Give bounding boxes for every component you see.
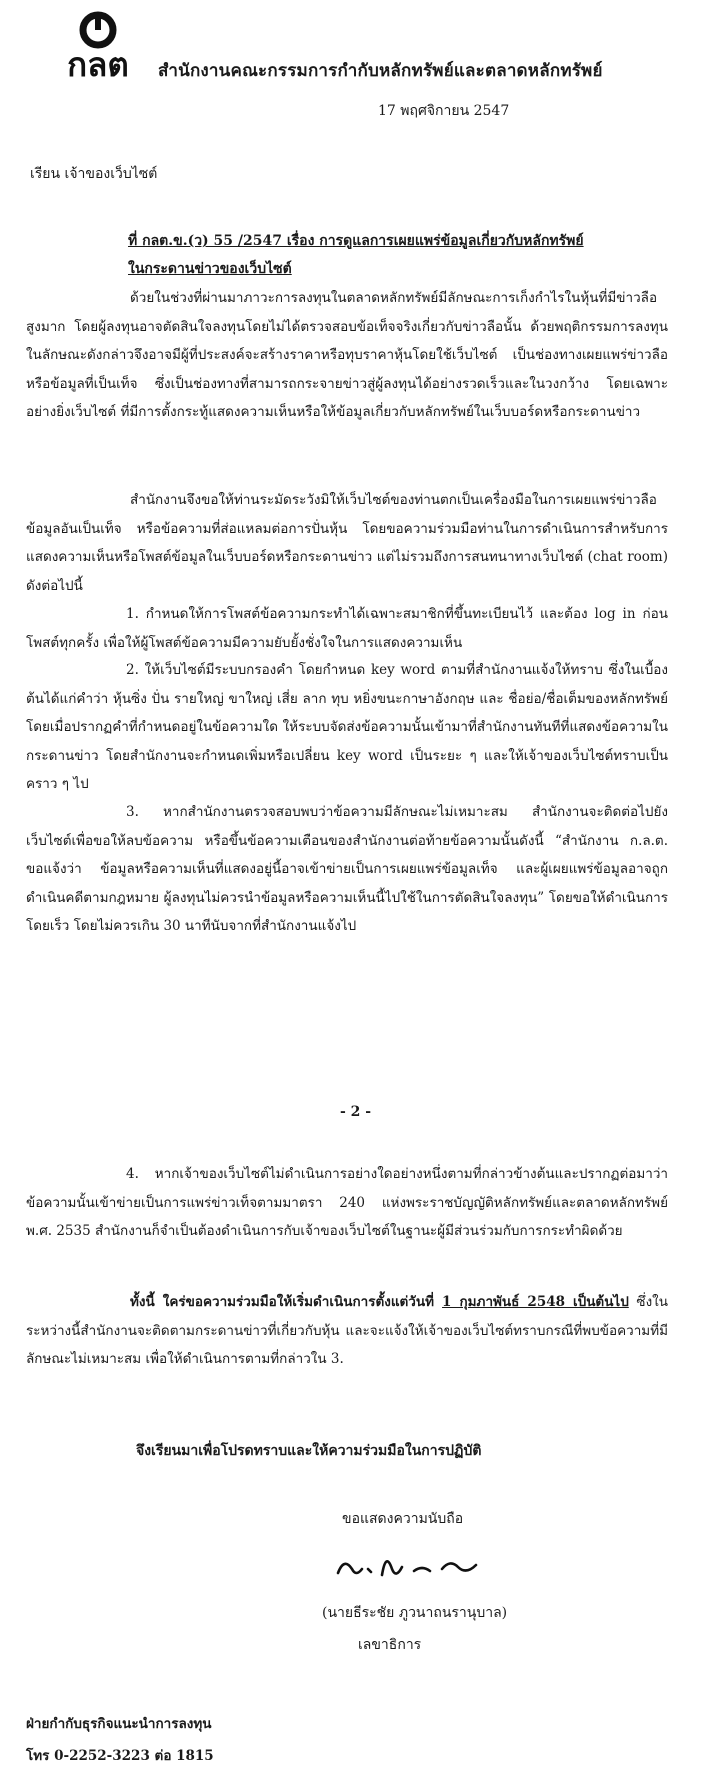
subject	[128, 227, 628, 283]
list-item-3-text: 3. หากสำนักงานตรวจสอบพบว่าข้อความมีลักษณะไม่เหมาะสม สำนักงานจะติดต่อไปยังเว็บไซต์เพื่อขอให้ลบข้อความ หรือขึ้นข้อความเตือนของสำนักงานต่อท้ายข้อความนั้นดังนี้ “สำนักงาน ก.ล.ต. ขอแจ้งว่า ข้อมูลหรือความเห็นที่แสดงอยู่นี้อาจเข้าข่ายเป็นการเผยแพร่ข้อมูลเท็จ และผู้เผยแพร่ข้อมูลอาจถูกดำเนินคดีตามกฎหมาย ผู้ลงทุนไม่ควรนำข้อมูลหรือความเห็นนี้ไปใช้ในการตัดสินใจลงทุน” โดยขอให้ดำเนินการโดยเร็ว โดยไม่ควรเกิน 30 นาทีนับจากที่สำนักงานแจ้งไป	[26, 804, 668, 934]
list-item-2	[26, 656, 668, 799]
list-item-3	[26, 798, 668, 941]
letter-date: 17 พฤศจิกายน 2547	[378, 103, 510, 119]
list-item-1	[26, 600, 668, 657]
regards-line: ขอแสดงความนับถือ	[342, 1511, 464, 1527]
signer-name: (นายธีระชัย ภูวนาถนรานุบาล)	[322, 1605, 508, 1621]
page-number: - 2 -	[340, 1104, 372, 1120]
logo-text: กลต	[67, 45, 129, 80]
department: ฝ่ายกำกับธุรกิจแนะนำการลงทุน	[26, 1716, 212, 1732]
effective-date: 1 กุมภาพันธ์ 2548 เป็นต้นไป	[442, 1294, 629, 1310]
signature	[330, 1535, 490, 1595]
closing-line: จึงเรียนมาเพื่อโปรดทราบและให้ความร่วมมือในการปฏิบัติ	[136, 1443, 482, 1459]
paragraph-request-text: สำนักงานจึงขอให้ท่านระมัดระวังมิให้เว็บไซต์ของท่านตกเป็นเครื่องมือในการเผยแพร่ข่าวลือ ข้อมูลอันเป็นเท็จ หรือข้อความที่ส่อแหลมต่อการปั่นหุ้น โดยขอความร่วมมือท่านในการดำเนินการสำหรับการแสดงความเห็นหรือโพสต์ข้อมูลในเว็บบอร์ดหรือกระดานข่าว แต่ไม่รวมถึงการสนทนาทางเว็บไซต์ (chat room) ดังต่อไปนี้	[26, 492, 668, 594]
subject-line-2: ในกระดานข่าวของเว็บไซต์	[128, 261, 292, 277]
paragraph-effective-rest: ซึ่งในระหว่างนี้สำนักงานจะติดตามกระดานข่าวที่เกี่ยวกับหุ้น และจะแจ้งให้เจ้าของเว็บไซต์ทราบกรณีที่พบข้อความที่มีลักษณะไม่เหมาะสม เพื่อให้ดำเนินการตามที่กล่าวใน 3.	[26, 1294, 668, 1367]
agency-name: สำนักงานคณะกรรมการกำกับหลักทรัพย์และตลาดหลักทรัพย์	[158, 61, 603, 81]
contact-phone: โทร 0-2252-3223 ต่อ 1815	[26, 1748, 214, 1764]
paragraph-request	[26, 486, 668, 600]
paragraph-intro	[26, 284, 668, 427]
paragraph-effective-lead: ทั้งนี้ ใคร่ขอความร่วมมือให้เริ่มดำเนินการตั้งแต่วันที่	[130, 1294, 443, 1310]
list-item-4-text: 4. หากเจ้าของเว็บไซต์ไม่ดำเนินการอย่างใดอย่างหนึ่งตามที่กล่าวข้างต้นและปรากฏต่อมาว่าข้อความนั้นเข้าข่ายเป็นการแพร่ข่าวเท็จตามมาตรา 240 แห่งพระราชบัญญัติหลักทรัพย์และตลาดหลักทรัพย์ พ.ศ. 2535 สำนักงานก็จำเป็นต้องดำเนินการกับเจ้าของเว็บไซต์ในฐานะผู้มีส่วนร่วมกับการกระทำผิดด้วย	[26, 1166, 668, 1239]
subject-line-1: ที่ กลต.ข.(ว) 55 /2547 เรื่อง การดูแลการเผยแพร่ข้อมูลเกี่ยวกับหลักทรัพย์	[128, 233, 584, 249]
paragraph-intro-text: ด้วยในช่วงที่ผ่านมาภาวะการลงทุนในตลาดหลักทรัพย์มีลักษณะการเก็งกำไรในหุ้นที่มีข่าวลือสูงมาก โดยผู้ลงทุนอาจตัดสินใจลงทุนโดยไม่ได้ตรวจสอบข้อเท็จจริงเกี่ยวกับข่าวลือนั้น ด้วยพฤติกรรมการลงทุนในลักษณะดังกล่าวจึงอาจมีผู้ที่ประสงค์จะสร้างราคาหรือทุบราคาหุ้นโดยใช้เว็บไซต์ เป็นช่องทางเผยแพร่ข่าวลือหรือข้อมูลที่เป็นเท็จ ซึ่งเป็นช่องทางที่สามารถกระจายข่าวสู่ผู้ลงทุนได้อย่างรวดเร็วและในวงกว้าง โดยเฉพาะอย่างยิ่งเว็บไซต์ ที่มีการตั้งกระทู้แสดงความเห็นหรือให้ข้อมูลเกี่ยวกับหลักทรัพย์ในเว็บบอร์ดหรือกระดานข่าว	[26, 290, 668, 420]
list-item-2-text: 2. ให้เว็บไซต์มีระบบกรองคำ โดยกำหนด key word ตามที่สำนักงานแจ้งให้ทราบ ซึ่งในเบื้องต้นได้แก่คำว่า หุ้นซิ่ง ปั่น รายใหญ่ ขาใหญ่ เสี่ย ลาก ทุบ หยิ่งขนะกาษาอังกฤษ และ ชื่อย่อ/ชื่อเต็มของหลักทรัพย์ โดยเมื่อปรากฏคำที่กำหนดอยู่ในข้อความใด ให้ระบบจัดส่งข้อความนั้นเข้ามาที่สำนักงานทันทีที่แสดงข้อความในกระดานข่าว โดยสำนักงานจะกำหนดเพิ่มหรือเปลี่ยน key word เป็นระยะ ๆ และให้เจ้าของเว็บไซต์ทราบเป็นคราว ๆ ไป	[26, 662, 668, 792]
list-item-1-text: 1. กำหนดให้การโพสต์ข้อความกระทำได้เฉพาะสมาชิกที่ขึ้นทะเบียนไว้ และต้อง log in ก่อนโพสต์ทุกครั้ง เพื่อให้ผู้โพสต์ข้อความมีความยับยั้งชั่งใจในการแสดงความเห็น	[26, 606, 668, 651]
sec-logo	[42, 10, 154, 80]
list-item-4	[26, 1160, 668, 1246]
paragraph-effective	[26, 1288, 668, 1374]
salutation: เรียน เจ้าของเว็บไซต์	[30, 166, 158, 182]
signer-title: เลขาธิการ	[358, 1637, 422, 1653]
